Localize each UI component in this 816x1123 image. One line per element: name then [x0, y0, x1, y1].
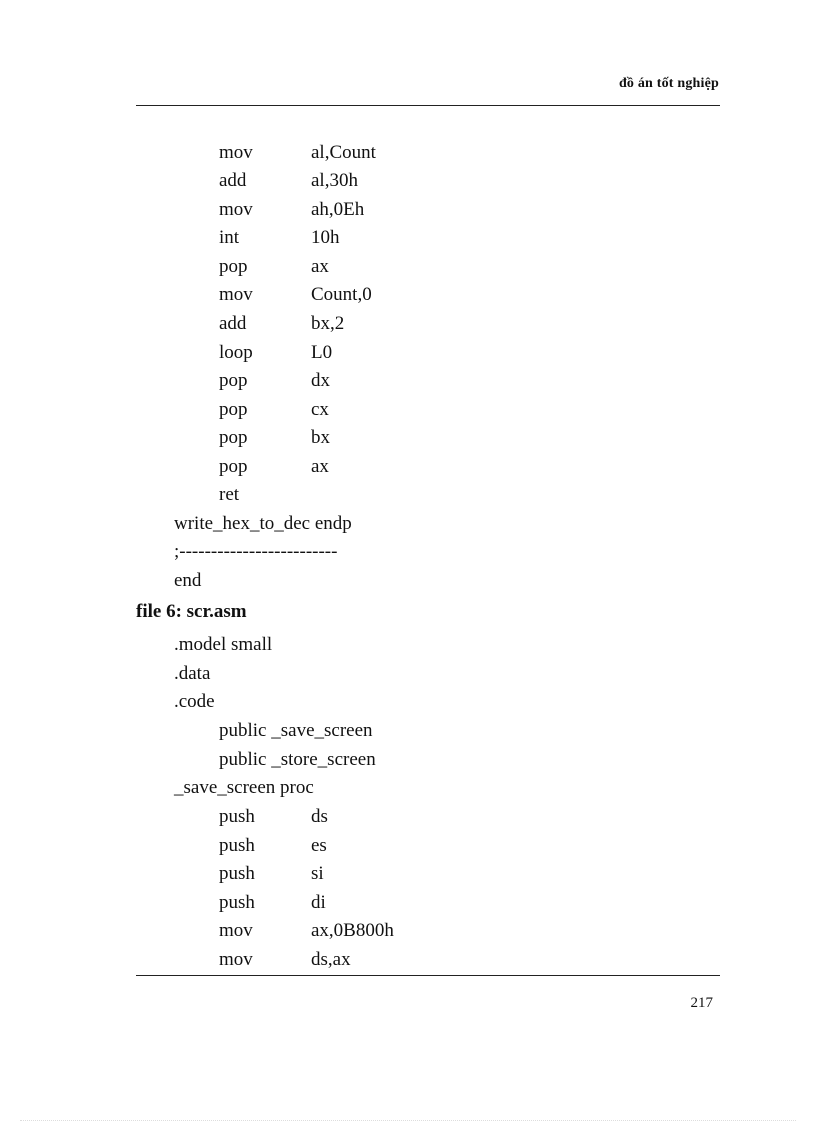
code-line: public _store_screen	[219, 749, 376, 770]
code-line: .data	[174, 663, 211, 684]
header-rule	[136, 105, 720, 106]
code-line: .model small	[174, 634, 273, 655]
code-line: .code	[174, 691, 215, 712]
section-heading: file 6: scr.asm	[136, 601, 247, 622]
page-number: 217	[690, 995, 713, 1011]
code-line: ;-------------------------	[174, 541, 338, 562]
code-line: _save_screen proc	[174, 777, 314, 798]
page-header-title: đồ án tốt nghiệp	[618, 76, 719, 91]
code-line: write_hex_to_dec endp	[174, 513, 352, 534]
code-line: end	[174, 570, 202, 591]
code-line: public _save_screen	[219, 720, 373, 741]
footer-rule	[136, 975, 720, 976]
page-edge-divider	[20, 1120, 796, 1121]
